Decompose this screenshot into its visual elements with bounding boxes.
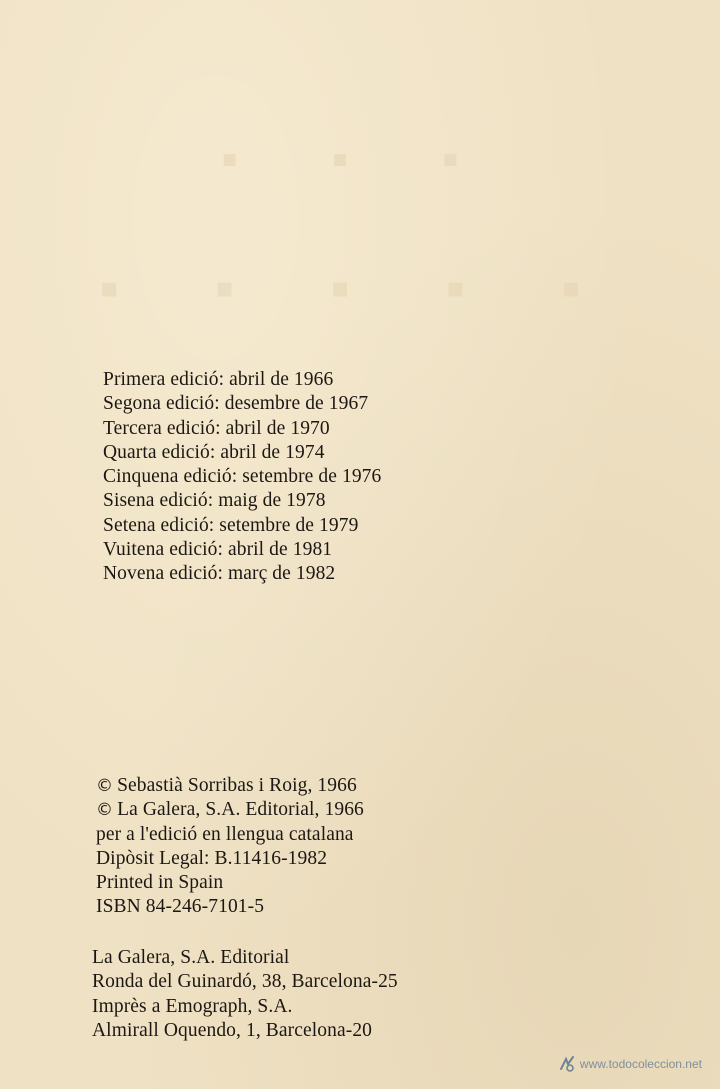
copyright-symbol: © bbox=[96, 800, 114, 821]
edition-line: Sisena edició: maig de 1978 bbox=[103, 490, 326, 512]
show-through-text-top: ▪ ▪ ▪ bbox=[221, 133, 499, 186]
copyright-symbol: © bbox=[96, 776, 114, 796]
isbn-line: ISBN 84-246-7101-5 bbox=[96, 896, 265, 918]
edition-line: Primera edició: abril de 1966 bbox=[103, 369, 334, 390]
site-watermark bbox=[558, 1055, 702, 1073]
edition-line: Vuitena edició: abril de 1981 bbox=[103, 539, 333, 561]
language-edition-line: per a l'edició en llengua catalana bbox=[96, 823, 354, 845]
edition-line: Setena edició: setembre de 1979 bbox=[103, 514, 359, 536]
copyright-notice bbox=[96, 774, 364, 920]
watermark-text: www.todocoleccion.net bbox=[579, 1057, 702, 1071]
copyright-author-line bbox=[96, 774, 364, 798]
todocoleccion-logo-icon bbox=[558, 1055, 576, 1073]
publisher-name: La Galera, S.A. Editorial bbox=[92, 947, 290, 968]
publisher-info bbox=[92, 946, 398, 1043]
copyright-publisher: La Galera, S.A. Editorial, 1966 bbox=[117, 799, 364, 821]
legal-deposit-line: Dipòsit Legal: B.11416-1982 bbox=[96, 847, 328, 869]
copyright-publisher-line bbox=[96, 798, 364, 822]
printer-address: Almirall Oquendo, 1, Barcelona-20 bbox=[92, 1019, 373, 1041]
printer-name: Imprès a Emograph, S.A. bbox=[92, 995, 293, 1017]
edition-line: Quarta edició: abril de 1974 bbox=[103, 441, 325, 463]
edition-line: Tercera edició: abril de 1970 bbox=[103, 417, 330, 439]
show-through-text-bottom: ▪ ▪ ▪ ▪ ▪ bbox=[99, 256, 621, 319]
edition-line: Novena edició: març de 1982 bbox=[103, 563, 336, 585]
copyright-author: Sebastià Sorribas i Roig, 1966 bbox=[117, 775, 357, 796]
publisher-address: Ronda del Guinardó, 38, Barcelona-25 bbox=[92, 971, 398, 993]
edition-line: Segona edició: desembre de 1967 bbox=[103, 393, 369, 415]
printed-in-line: Printed in Spain bbox=[96, 872, 224, 894]
edition-history bbox=[103, 368, 381, 587]
edition-line: Cinquena edició: setembre de 1976 bbox=[103, 466, 382, 488]
